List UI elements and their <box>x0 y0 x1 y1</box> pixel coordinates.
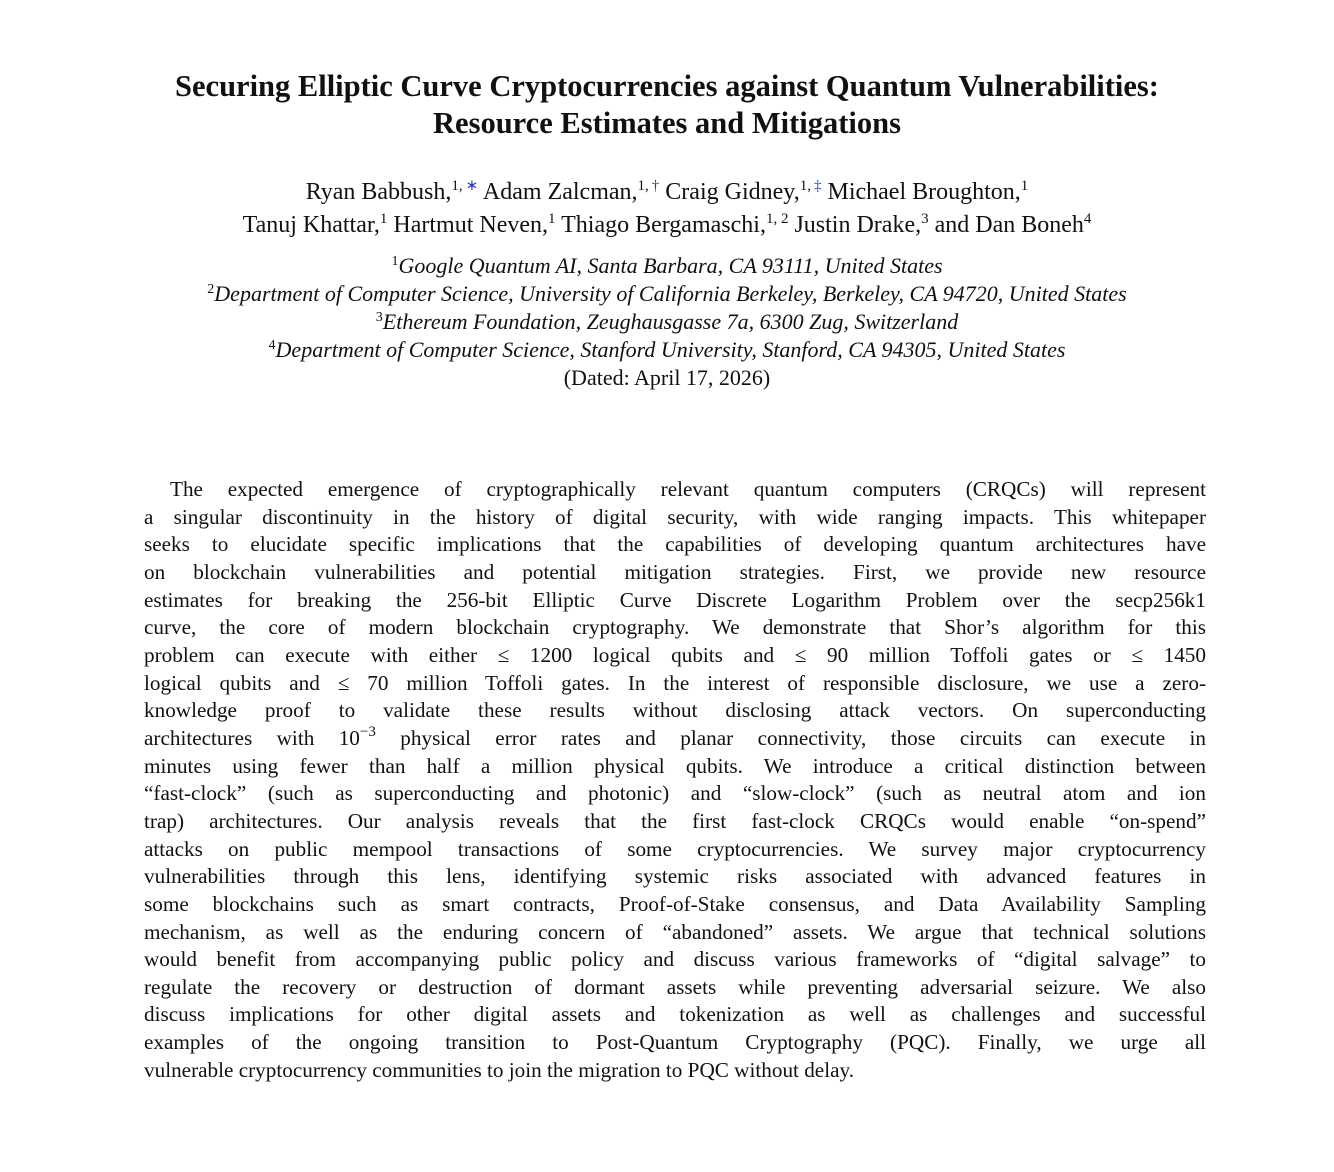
affiliations <box>0 252 1334 392</box>
abstract-line: vulnerabilities through this lens, identifying systemic risks associated with advanced features in <box>144 864 1206 889</box>
abstract-line: regulate the recovery or destruction of dormant assets while preventing adversarial seizure. We also <box>144 974 1206 999</box>
exponent: −3 <box>359 723 376 740</box>
author-name: Hartmut Neven, <box>393 212 549 238</box>
abstract-line: minutes using fewer than half a million physical qubits. We introduce a critical distinction between <box>144 753 1206 778</box>
affiliation-2: $^2$Department of Computer Science, University of California Berkeley, Berkeley, CA 94720, United States <box>207 281 1127 306</box>
author-name: Thiago Bergamaschi, <box>561 212 766 238</box>
abstract-line: estimates for breaking the 256-bit Elliptic Curve Discrete Logarithm Problem over the secp256k1 <box>144 587 1206 612</box>
abstract-line: curve, the core of modern blockchain cryptography. We demonstrate that Shor’s algorithm for this <box>144 615 1206 640</box>
author-affiliation-ref: 4 <box>1083 211 1092 227</box>
abstract-line: examples of the ongoing transition to Post-Quantum Cryptography (PQC). Finally, we urge all <box>144 1030 1206 1055</box>
author-affiliation-ref: 1, † <box>637 178 660 194</box>
abstract-line: logical qubits and ≤ 70 million Toffoli gates. In the interest of responsible disclosure, we use a zero- <box>144 670 1206 695</box>
abstract-line: architectures with $10^{-3}$ physical error rates and planar connectivity, those circuits can execute in <box>144 723 1206 750</box>
footnote-link[interactable]: ∗ <box>465 178 479 194</box>
footnote-link[interactable]: † <box>651 178 660 194</box>
affiliation-4: $^4$Department of Computer Science, Stanford University, Stanford, CA 94305, United States <box>268 337 1066 362</box>
abstract-line: The expected emergence of cryptographically relevant quantum computers (CRQCs) will represent <box>170 477 1206 501</box>
paper-title <box>0 68 1334 142</box>
abstract-line: seeks to elucidate specific implications that the capabilities of developing quantum architectures have <box>144 532 1206 557</box>
abstract-line: “fast-clock” (such as superconducting and photonic) and “slow-clock” (such as neutral atom and ion <box>144 781 1206 806</box>
abstract-line: mechanism, as well as the enduring concern of “abandoned” assets. We argue that technical solutions <box>144 919 1206 944</box>
affiliation-1: $^1$Google Quantum AI, Santa Barbara, CA 93111, United States <box>391 253 943 278</box>
author-affiliation-ref: 1, 2 <box>765 211 789 227</box>
abstract-line: trap) architectures. Our analysis reveals that the first fast-clock CRQCs would enable “on-spend” <box>144 808 1206 833</box>
author-affiliation-ref: 1 <box>548 211 556 227</box>
author-name: Craig Gidney, <box>665 179 800 205</box>
abstract-line: a singular discontinuity in the history of digital security, with wide ranging impacts. This whitepaper <box>144 504 1206 529</box>
abstract-line: on blockchain vulnerabilities and potential mitigation strategies. First, we provide new resource <box>144 559 1206 584</box>
author-name: and Dan Boneh <box>934 212 1084 238</box>
author-name: Tanuj Khattar, <box>242 212 380 238</box>
abstract <box>144 476 1206 1084</box>
dated-line: (Dated: April 17, 2026) <box>563 365 771 390</box>
author-list <box>0 176 1334 242</box>
author-name: Justin Drake, <box>794 212 922 238</box>
affiliation-3: $^3$Ethereum Foundation, Zeughausgasse 7a, 6300 Zug, Switzerland <box>375 309 959 334</box>
abstract-line: discuss implications for other digital assets and tokenization as well as challenges and successful <box>144 1002 1206 1027</box>
author-affiliation-ref: 1 <box>379 211 388 227</box>
author-affiliation-ref: 1 <box>1020 178 1029 194</box>
author-line-1 <box>0 176 1334 209</box>
footnote-link[interactable]: ‡ <box>813 178 822 194</box>
abstract-line: attacks on public mempool transactions of some cryptocurrencies. We survey major cryptocurrency <box>144 836 1206 861</box>
title-line-1: Securing Elliptic Curve Cryptocurrencies against Quantum Vulnerabilities: <box>175 69 1159 103</box>
author-line-2 <box>0 209 1334 242</box>
abstract-line: would benefit from accompanying public policy and discuss various frameworks of “digital salvage” to <box>144 947 1206 972</box>
author-affiliation-ref: 1, ∗ <box>451 178 479 194</box>
abstract-line: knowledge proof to validate these results without disclosing attack vectors. On superconducting <box>144 698 1206 723</box>
author-name: Michael Broughton, <box>827 179 1021 205</box>
author-name: Ryan Babbush, <box>305 179 452 205</box>
abstract-line: some blockchains such as smart contracts, Proof-of-Stake consensus, and Data Availability Sampling <box>144 891 1206 916</box>
author-affiliation-ref: 1, ‡ <box>799 178 822 194</box>
title-line-2: Resource Estimates and Mitigations <box>433 106 901 140</box>
abstract-line: vulnerable cryptocurrency communities to join the migration to PQC without delay. <box>144 1057 855 1082</box>
author-affiliation-ref: 3 <box>921 211 929 227</box>
author-name: Adam Zalcman, <box>482 179 638 205</box>
abstract-line: problem can execute with either ≤ 1200 logical qubits and ≤ 90 million Toffoli gates or ≤ 1450 <box>144 642 1206 667</box>
